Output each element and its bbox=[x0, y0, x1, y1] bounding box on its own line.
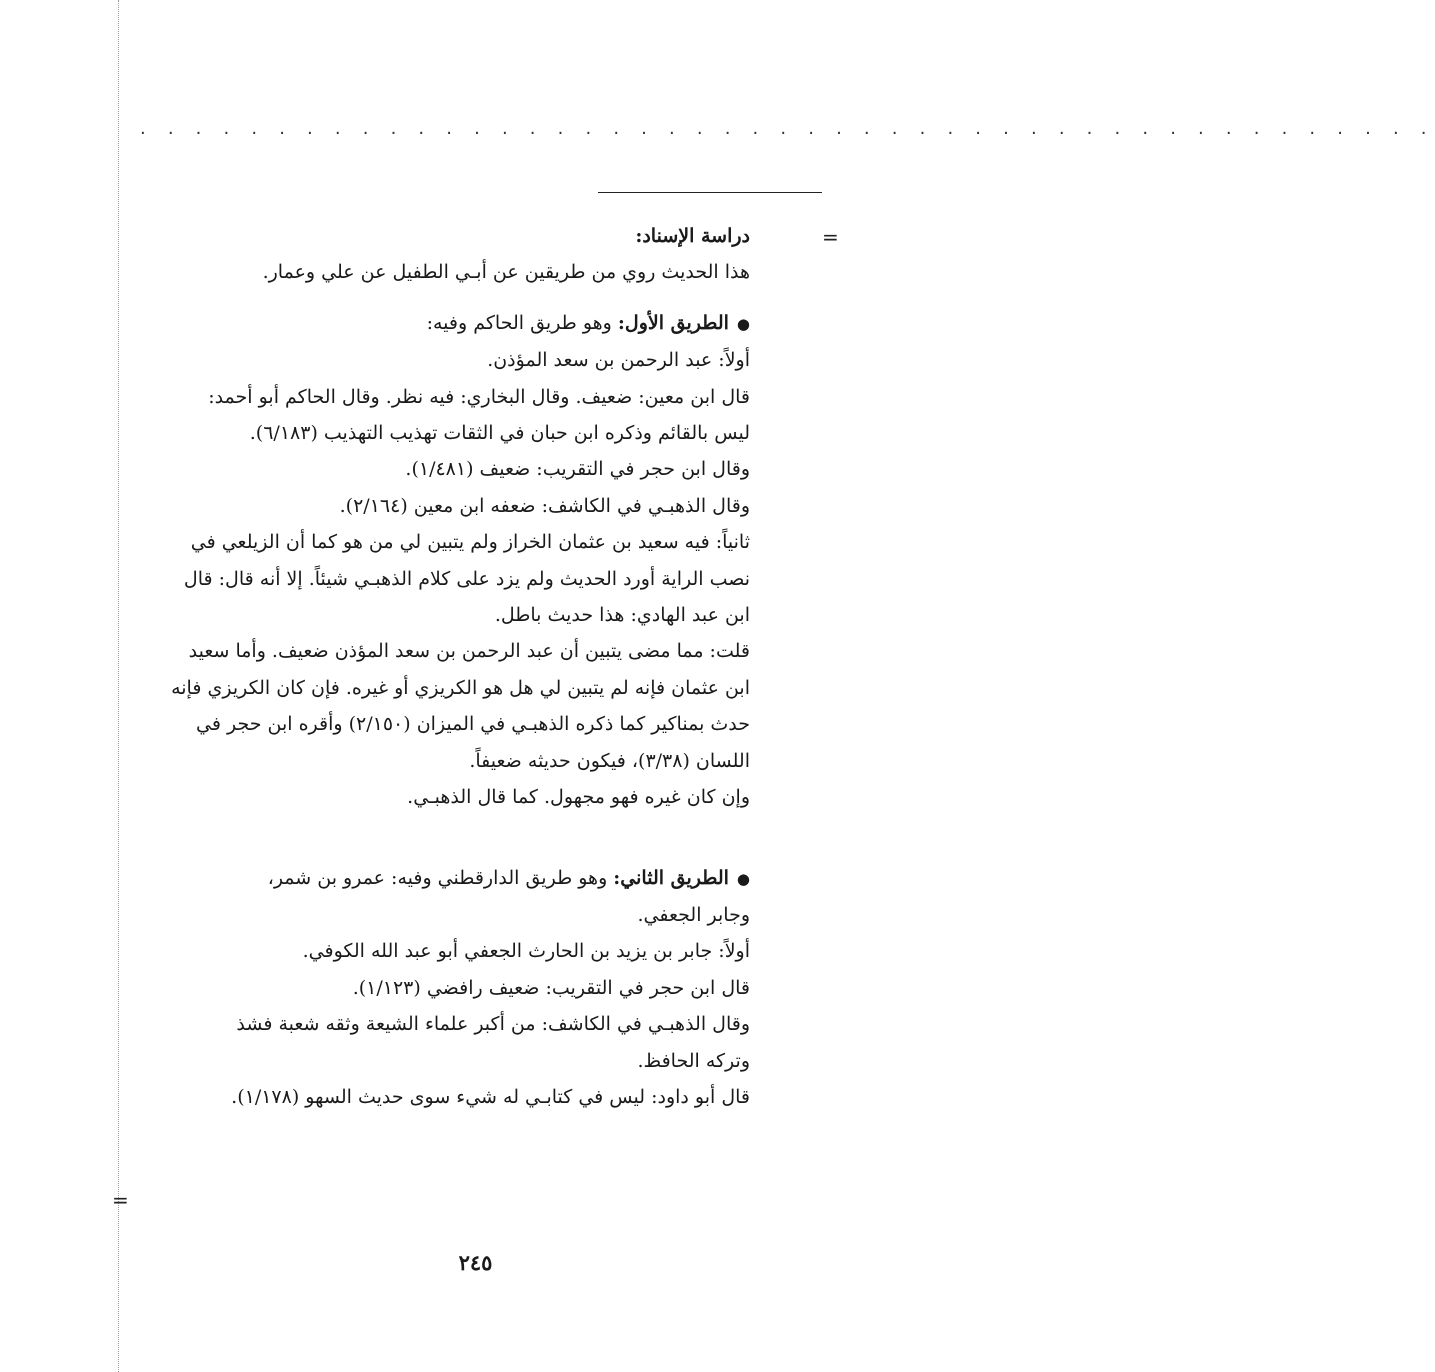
text-line: أولاً: عبد الرحمن بن سعد المؤذن. bbox=[487, 349, 750, 372]
left-margin-rule bbox=[118, 0, 119, 1372]
footnote-rule bbox=[598, 192, 822, 193]
section-heading: دراسة الإسناد: bbox=[635, 225, 750, 247]
text-line: وقال ابن حجر في التقريب: ضعيف (١/٤٨١). bbox=[405, 458, 750, 481]
first-path-title: ●الطريق الأول: وهو طريق الحاكم وفيه: bbox=[426, 311, 750, 334]
footnote-dots: . . . . . . . . . . . . . . . . . . . . . . . . . . . . . . . . . . . . . . . . . . . . . . . bbox=[140, 118, 1435, 139]
margin-mark-top: = bbox=[822, 225, 839, 249]
text-line: قال ابن معين: ضعيف. وقال البخاري: فيه نظر. وقال الحاكم أبو أحمد: bbox=[208, 385, 750, 408]
text-line: وإن كان غيره فهو مجهول. كما قال الذهبـي. bbox=[407, 786, 750, 809]
text-line: وتركه الحافظ. bbox=[637, 1049, 750, 1072]
text-line: وقال الذهبـي في الكاشف: ضعفه ابن معين (٢/١٦٤). bbox=[339, 494, 750, 517]
text-line: وجابر الجعفي. bbox=[637, 903, 750, 926]
margin-mark-bottom: = bbox=[112, 1188, 129, 1212]
text-line: نصب الراية أورد الحديث ولم يزد على كلام الذهبـي شيئاً. إلا أنه قال: قال bbox=[183, 567, 750, 590]
page-body bbox=[132, 218, 750, 1115]
bullet-icon: ● bbox=[736, 869, 750, 888]
text-line: ابن عبد الهادي: هذا حديث باطل. bbox=[494, 604, 750, 627]
text-line: أولاً: جابر بن يزيد بن الحارث الجعفي أبو عبد الله الكوفي. bbox=[302, 940, 750, 963]
bullet-icon: ● bbox=[736, 314, 750, 333]
text-line: قال ابن حجر في التقريب: ضعيف رافضي (١/١٢٣). bbox=[352, 976, 750, 999]
text-line: اللسان (٣/٣٨)، فيكون حديثه ضعيفاً. bbox=[469, 749, 750, 772]
text-line: قال أبو داود: ليس في كتابـي له شيء سوى حديث السهو (١/١٧٨). bbox=[231, 1085, 750, 1108]
text-line: ثانياً: فيه سعيد بن عثمان الخراز ولم يتبين لي من هو كما أن الزيلعي في bbox=[190, 531, 750, 554]
page-number: ٢٤٥ bbox=[458, 1250, 493, 1275]
text-line: حدث بمناكير كما ذكره الذهبـي في الميزان (٢/١٥٠) وأقره ابن حجر في bbox=[196, 713, 750, 736]
text-line: وقال الذهبـي في الكاشف: من أكبر علماء الشيعة وثقه شعبة فشذ bbox=[236, 1013, 750, 1036]
text-line: ابن عثمان فإنه لم يتبين لي هل هو الكريزي أو غيره. فإن كان الكريزي فإنه bbox=[171, 676, 750, 699]
text-line: ليس بالقائم وذكره ابن حبان في الثقات تهذيب التهذيب (٦/١٨٣). bbox=[249, 422, 750, 445]
text-line: قلت: مما مضى يتبين أن عبد الرحمن بن سعد المؤذن ضعيف. وأما سعيد bbox=[188, 640, 750, 663]
intro-line: هذا الحديث روي من طريقين عن أبـي الطفيل عن علي وعمار. bbox=[262, 261, 750, 284]
second-path-title: ●الطريق الثاني: وهو طريق الدارقطني وفيه: عمرو بن شمر، bbox=[267, 866, 750, 889]
